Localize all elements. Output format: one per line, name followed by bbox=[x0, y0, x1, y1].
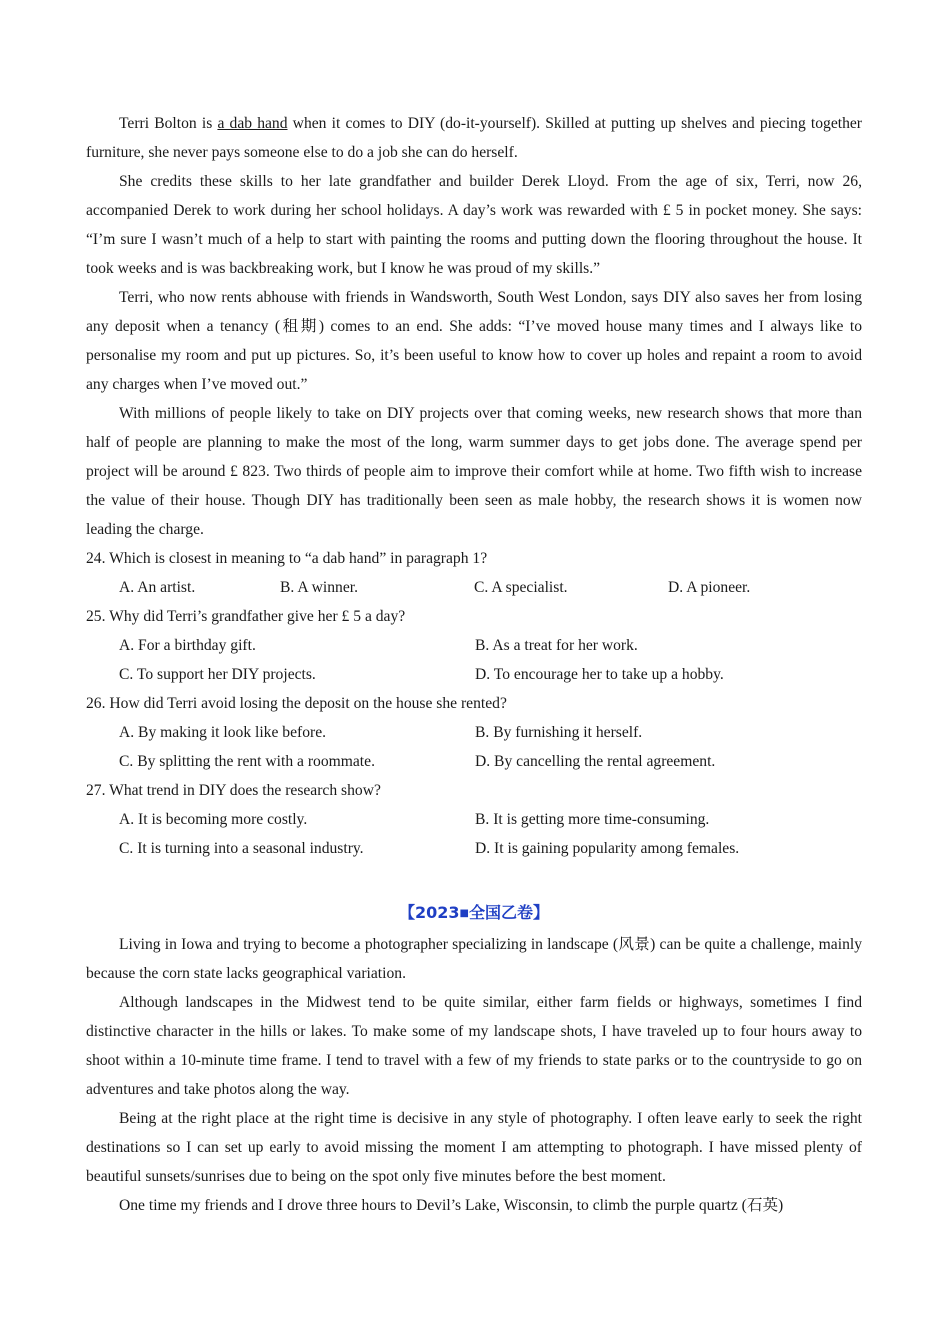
option-b: B. It is getting more time-consuming. bbox=[475, 811, 710, 828]
question-25-options-row-2 bbox=[86, 660, 862, 689]
passage1-paragraph-2: She credits these skills to her late grandfather and builder Derek Lloyd. From the age of six, Terri, now 26, accompanied Derek to work during her school holidays. A day’s work was rewarded with £ 5 in pocket money. She says: “I’m sure I wasn’t much of a help to start with painting the rooms and putting down the flooring throughout the house. It took weeks and is was backbreaking work, but I know he was proud of my skills.” bbox=[86, 173, 862, 277]
question-25-options-row-1 bbox=[86, 631, 862, 660]
passage2 bbox=[86, 930, 862, 1220]
question-26-options-row-1 bbox=[86, 718, 862, 747]
option-c: C. A specialist. bbox=[474, 579, 568, 596]
option-a: A. An artist. bbox=[119, 579, 196, 596]
question-27: 27. What trend in DIY does the research show? bbox=[86, 782, 381, 799]
heading-close: 全国乙卷】 bbox=[468, 903, 549, 922]
question-27-options-row-1 bbox=[86, 805, 862, 834]
underlined-phrase: a dab hand bbox=[217, 115, 288, 132]
passage2-paragraph-1: Living in Iowa and trying to become a photographer specializing in landscape (风景) can be quite a challenge, mainly because the corn state lacks geographical variation. bbox=[86, 936, 862, 982]
document-page bbox=[86, 109, 862, 1220]
section-heading bbox=[86, 903, 862, 924]
option-d: D. It is gaining popularity among females. bbox=[475, 840, 740, 857]
option-c: C. By splitting the rent with a roommate. bbox=[119, 753, 375, 770]
option-c: C. It is turning into a seasonal industry. bbox=[119, 840, 364, 857]
option-a: A. It is becoming more costly. bbox=[119, 811, 308, 828]
heading-open: 【2023 bbox=[398, 903, 460, 922]
passage1-paragraph-3: Terri, who now rents abhouse with friends in Wandsworth, South West London, says DIY also saves her from losing any deposit when a tenancy (租期) comes to an end. She adds: “I’ve moved house many times and I always like to personalise my room and put up pictures. So, it’s been useful to know how to cover up holes and repaint a room to avoid any charges when I’ve moved out.” bbox=[86, 289, 862, 393]
option-b: B. By furnishing it herself. bbox=[475, 724, 643, 741]
option-a: A. For a birthday gift. bbox=[119, 637, 256, 654]
option-a: A. By making it look like before. bbox=[119, 724, 327, 741]
option-c: C. To support her DIY projects. bbox=[119, 666, 316, 683]
option-b: B. As a treat for her work. bbox=[475, 637, 638, 654]
question-24-options bbox=[86, 573, 862, 602]
passage2-paragraph-4: One time my friends and I drove three hours to Devil’s Lake, Wisconsin, to climb the purple quartz (石英) bbox=[119, 1197, 784, 1214]
option-d: D. A pioneer. bbox=[668, 579, 751, 596]
p1-text-before: Terri Bolton is bbox=[119, 115, 218, 132]
passage2-paragraph-3: Being at the right place at the right time is decisive in any style of photography. I often leave early to seek the right destinations so I can set up early to avoid missing the moment I am attempting to photograph. I have missed plenty of beautiful sunsets/sunrises due to being on the spot only five minutes before the best moment. bbox=[86, 1110, 862, 1185]
passage1-paragraph-4: With millions of people likely to take on DIY projects over that coming weeks, new research shows that more than half of people are planning to make the most of the long, warm summer days to get jobs done. The average spend per project will be around £ 823. Two thirds of people aim to improve their comfort while at home. Two fifth wish to increase the value of their house. Though DIY has traditionally been seen as male hobby, the research shows it is women now leading the charge. bbox=[86, 405, 862, 538]
p1-text-after: when it comes to DIY (do-it-yourself). Skilled at putting up shelves and piecing together furniture, she never pays someone else to do a job she can do herself. bbox=[86, 115, 862, 161]
heading-separator: ■ bbox=[459, 908, 469, 919]
question-26: 26. How did Terri avoid losing the deposit on the house she rented? bbox=[86, 695, 507, 712]
option-b: B. A winner. bbox=[280, 579, 358, 596]
question-24: 24. Which is closest in meaning to “a dab hand” in paragraph 1? bbox=[86, 550, 488, 567]
option-d: D. To encourage her to take up a hobby. bbox=[475, 666, 724, 683]
option-d: D. By cancelling the rental agreement. bbox=[475, 753, 716, 770]
passage1-paragraph-1 bbox=[86, 109, 862, 167]
question-26-options-row-2 bbox=[86, 747, 862, 776]
question-27-options-row-2 bbox=[86, 834, 862, 863]
question-25: 25. Why did Terri’s grandfather give her £ 5 a day? bbox=[86, 608, 406, 625]
passage2-paragraph-2: Although landscapes in the Midwest tend to be quite similar, either farm fields or highways, sometimes I find distinctive character in the hills or lakes. To make some of my landscape shots, I have traveled up to four hours away to shoot within a 10-minute time frame. I tend to travel with a few of my friends to state parks or to the countryside to go on adventures and take photos along the way. bbox=[86, 994, 862, 1098]
